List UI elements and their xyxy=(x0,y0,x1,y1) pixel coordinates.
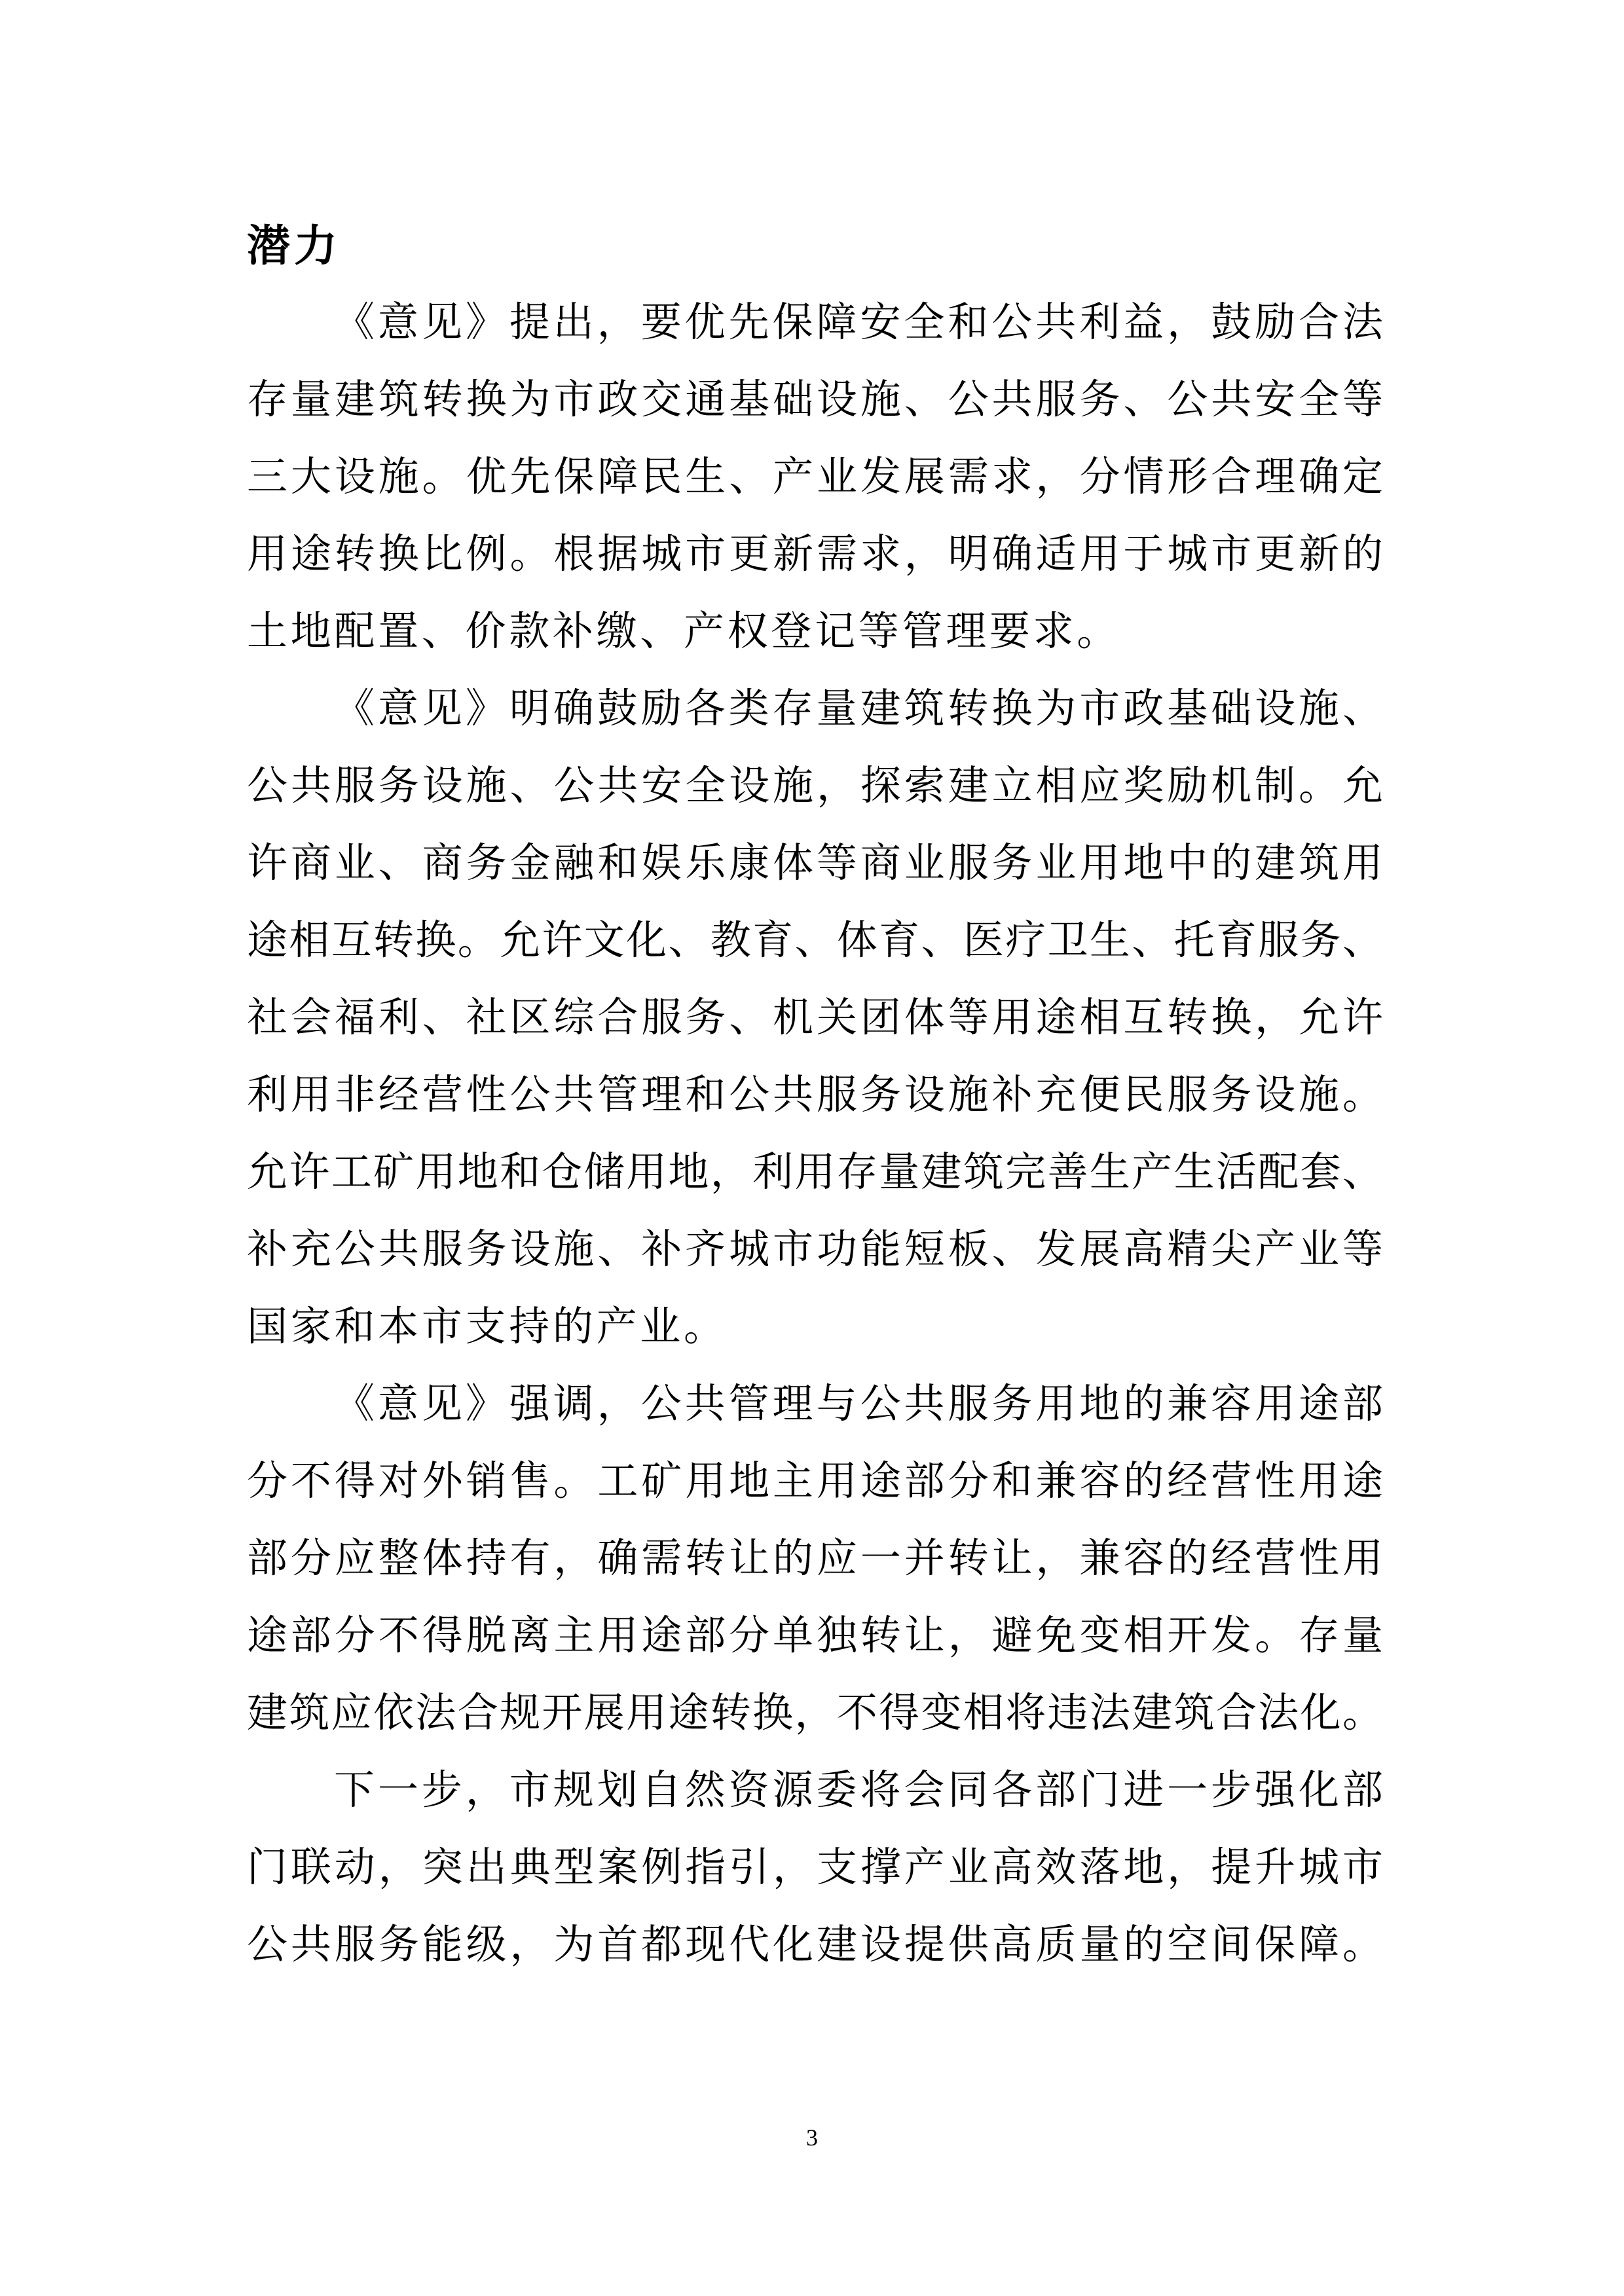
text-line: 下一步，市规划自然资源委将会同各部门进一步强化部 xyxy=(334,1768,1383,1813)
text-line: 分不得对外销售。工矿用地主用途部分和兼容的经营性用途 xyxy=(247,1459,1383,1504)
paragraph-lines xyxy=(247,284,1383,1984)
text-line: 土地配置、价款补缴、产权登记等管理要求。 xyxy=(247,610,1121,654)
text-line: 《意见》强调，公共管理与公共服务用地的兼容用途部 xyxy=(334,1382,1383,1427)
text-line: 门联动，突出典型案例指引，支撑产业高效落地，提升城市 xyxy=(247,1846,1383,1890)
text-line: 《意见》明确鼓励各类存量建筑转换为市政基础设施、 xyxy=(334,687,1383,731)
section-heading: 潜力 xyxy=(247,221,341,270)
text-line: 公共服务能级，为首都现代化建设提供高质量的空间保障。 xyxy=(247,1923,1383,1967)
text-line: 许商业、商务金融和娱乐康体等商业服务业用地中的建筑用 xyxy=(247,841,1383,886)
text-line: 用途转换比例。根据城市更新需求，明确适用于城市更新的 xyxy=(247,532,1383,577)
text-line: 三大设施。优先保障民生、产业发展需求，分情形合理确定 xyxy=(247,455,1383,500)
text-line: 存量建筑转换为市政交通基础设施、公共服务、公共安全等 xyxy=(247,378,1383,422)
text-line: 利用非经营性公共管理和公共服务设施补充便民服务设施。 xyxy=(247,1073,1383,1118)
text-line: 部分应整体持有，确需转让的应一并转让，兼容的经营性用 xyxy=(247,1537,1383,1581)
text-line: 公共服务设施、公共安全设施，探索建立相应奖励机制。允 xyxy=(247,764,1383,809)
text-line: 途部分不得脱离主用途部分单独转让，避免变相开发。存量 xyxy=(247,1614,1383,1658)
text-line: 建筑应依法合规开展用途转换，不得变相将违法建筑合法化。 xyxy=(247,1691,1383,1736)
document-body xyxy=(247,207,1383,1984)
text-line: 途相互转换。允许文化、教育、体育、医疗卫生、托育服务、 xyxy=(247,919,1383,963)
text-line: 补充公共服务设施、补齐城市功能短板、发展高精尖产业等 xyxy=(247,1228,1383,1272)
text-line: 允许工矿用地和仓储用地，利用存量建筑完善生产生活配套、 xyxy=(247,1150,1383,1195)
text-line: 国家和本市支持的产业。 xyxy=(247,1305,728,1349)
page-number: 3 xyxy=(806,2124,818,2151)
text-line: 《意见》提出，要优先保障安全和公共利益，鼓励合法 xyxy=(334,301,1383,345)
text-line: 社会福利、社区综合服务、机关团体等用途相互转换，允许 xyxy=(247,996,1383,1040)
